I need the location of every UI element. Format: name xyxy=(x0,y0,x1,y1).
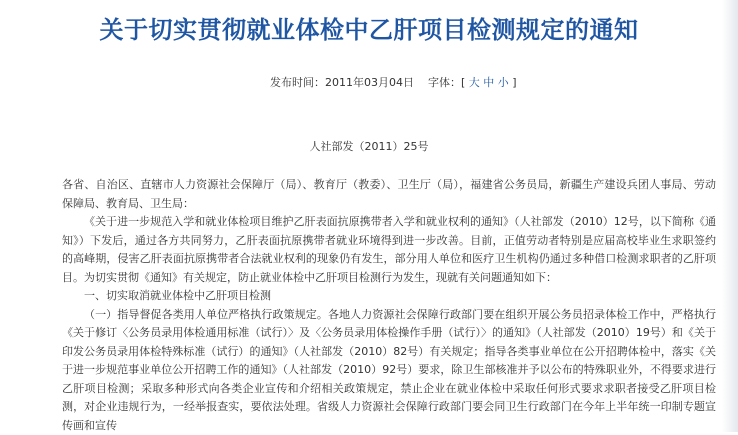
document-number: 人社部发（2011）25号 xyxy=(0,138,738,154)
font-size-medium-link[interactable]: 中 xyxy=(483,76,494,89)
paragraph-item-1: （一）指导督促各类用人单位严格执行政策规定。各地人力资源社会保障行政部门要在组织开展公务员招录体检工作中，严格执行《关于修订〈公务员录用体检通用标准（试行）〉及〈公务员录用体检操作手册（试行）〉的通知》（人社部发（2010）19号）和《关于印发公务员录用体检特殊标准（试行）的通知》（人社部发（2010）82号）有关规定；指导各类事业单位在公开招聘体检中，落实《关于进一步规范事业单位公开招聘工作的通知》（人社部发（2010）92号）要求，除卫生部核准并予以公布的特殊职业外，不得要求进行乙肝项目检测；采取多种形式向各类企业宣传和介绍相关政策规定，禁止企业在就业体检中采取任何形式要求求职者接受乙肝项目检测，对企业违规行为，一经举报查实，要依法处理。省级人力资源社会保障行政部门要会同卫生行政部门在今年上半年统一印制专题宣传画和宣传 xyxy=(62,306,716,435)
paragraph-intro: 《关于进一步规范入学和就业体检项目维护乙肝表面抗原携带者入学和就业权利的通知》（人社部发（2010）12号，以下简称《通知》）下发后，通过各方共同努力，乙肝表面抗原携带者就业环境得到进一步改善。目前，正值劳动者特别是应届高校毕业生求职签约的高峰期，侵害乙肝表面抗原携带者合法就业权利的现象仍有发生，部分用人单位和医疗卫生机构仍通过多种借口检测求职者的乙肝项目。为切实贯彻《通知》有关规定，防止就业体检中乙肝项目检测行为发生，现就有关问题通知如下： xyxy=(62,213,716,287)
publish-label: 发布时间： xyxy=(270,76,325,89)
paragraph-salutation: 各省、自治区、直辖市人力资源社会保障厅（局）、教育厅（教委）、卫生厅（局），福建省公务员局，新疆生产建设兵团人事局、劳动保障局、教育局、卫生局： xyxy=(62,176,716,213)
publish-info xyxy=(270,74,414,90)
font-size-switcher xyxy=(428,74,517,90)
font-size-label: 字体：[ xyxy=(428,76,465,89)
publish-date: 2011年03月04日 xyxy=(325,76,414,89)
section-heading: 一、切实取消就业体检中乙肝项目检测 xyxy=(62,287,716,306)
font-size-close: ] xyxy=(512,76,516,89)
font-size-small-link[interactable]: 小 xyxy=(498,76,509,89)
font-size-large-link[interactable]: 大 xyxy=(469,76,480,89)
article-title: 关于切实贯彻就业体检中乙肝项目检测规定的通知 xyxy=(0,10,738,45)
page-right-shadow xyxy=(722,0,738,432)
article-body xyxy=(62,176,716,435)
